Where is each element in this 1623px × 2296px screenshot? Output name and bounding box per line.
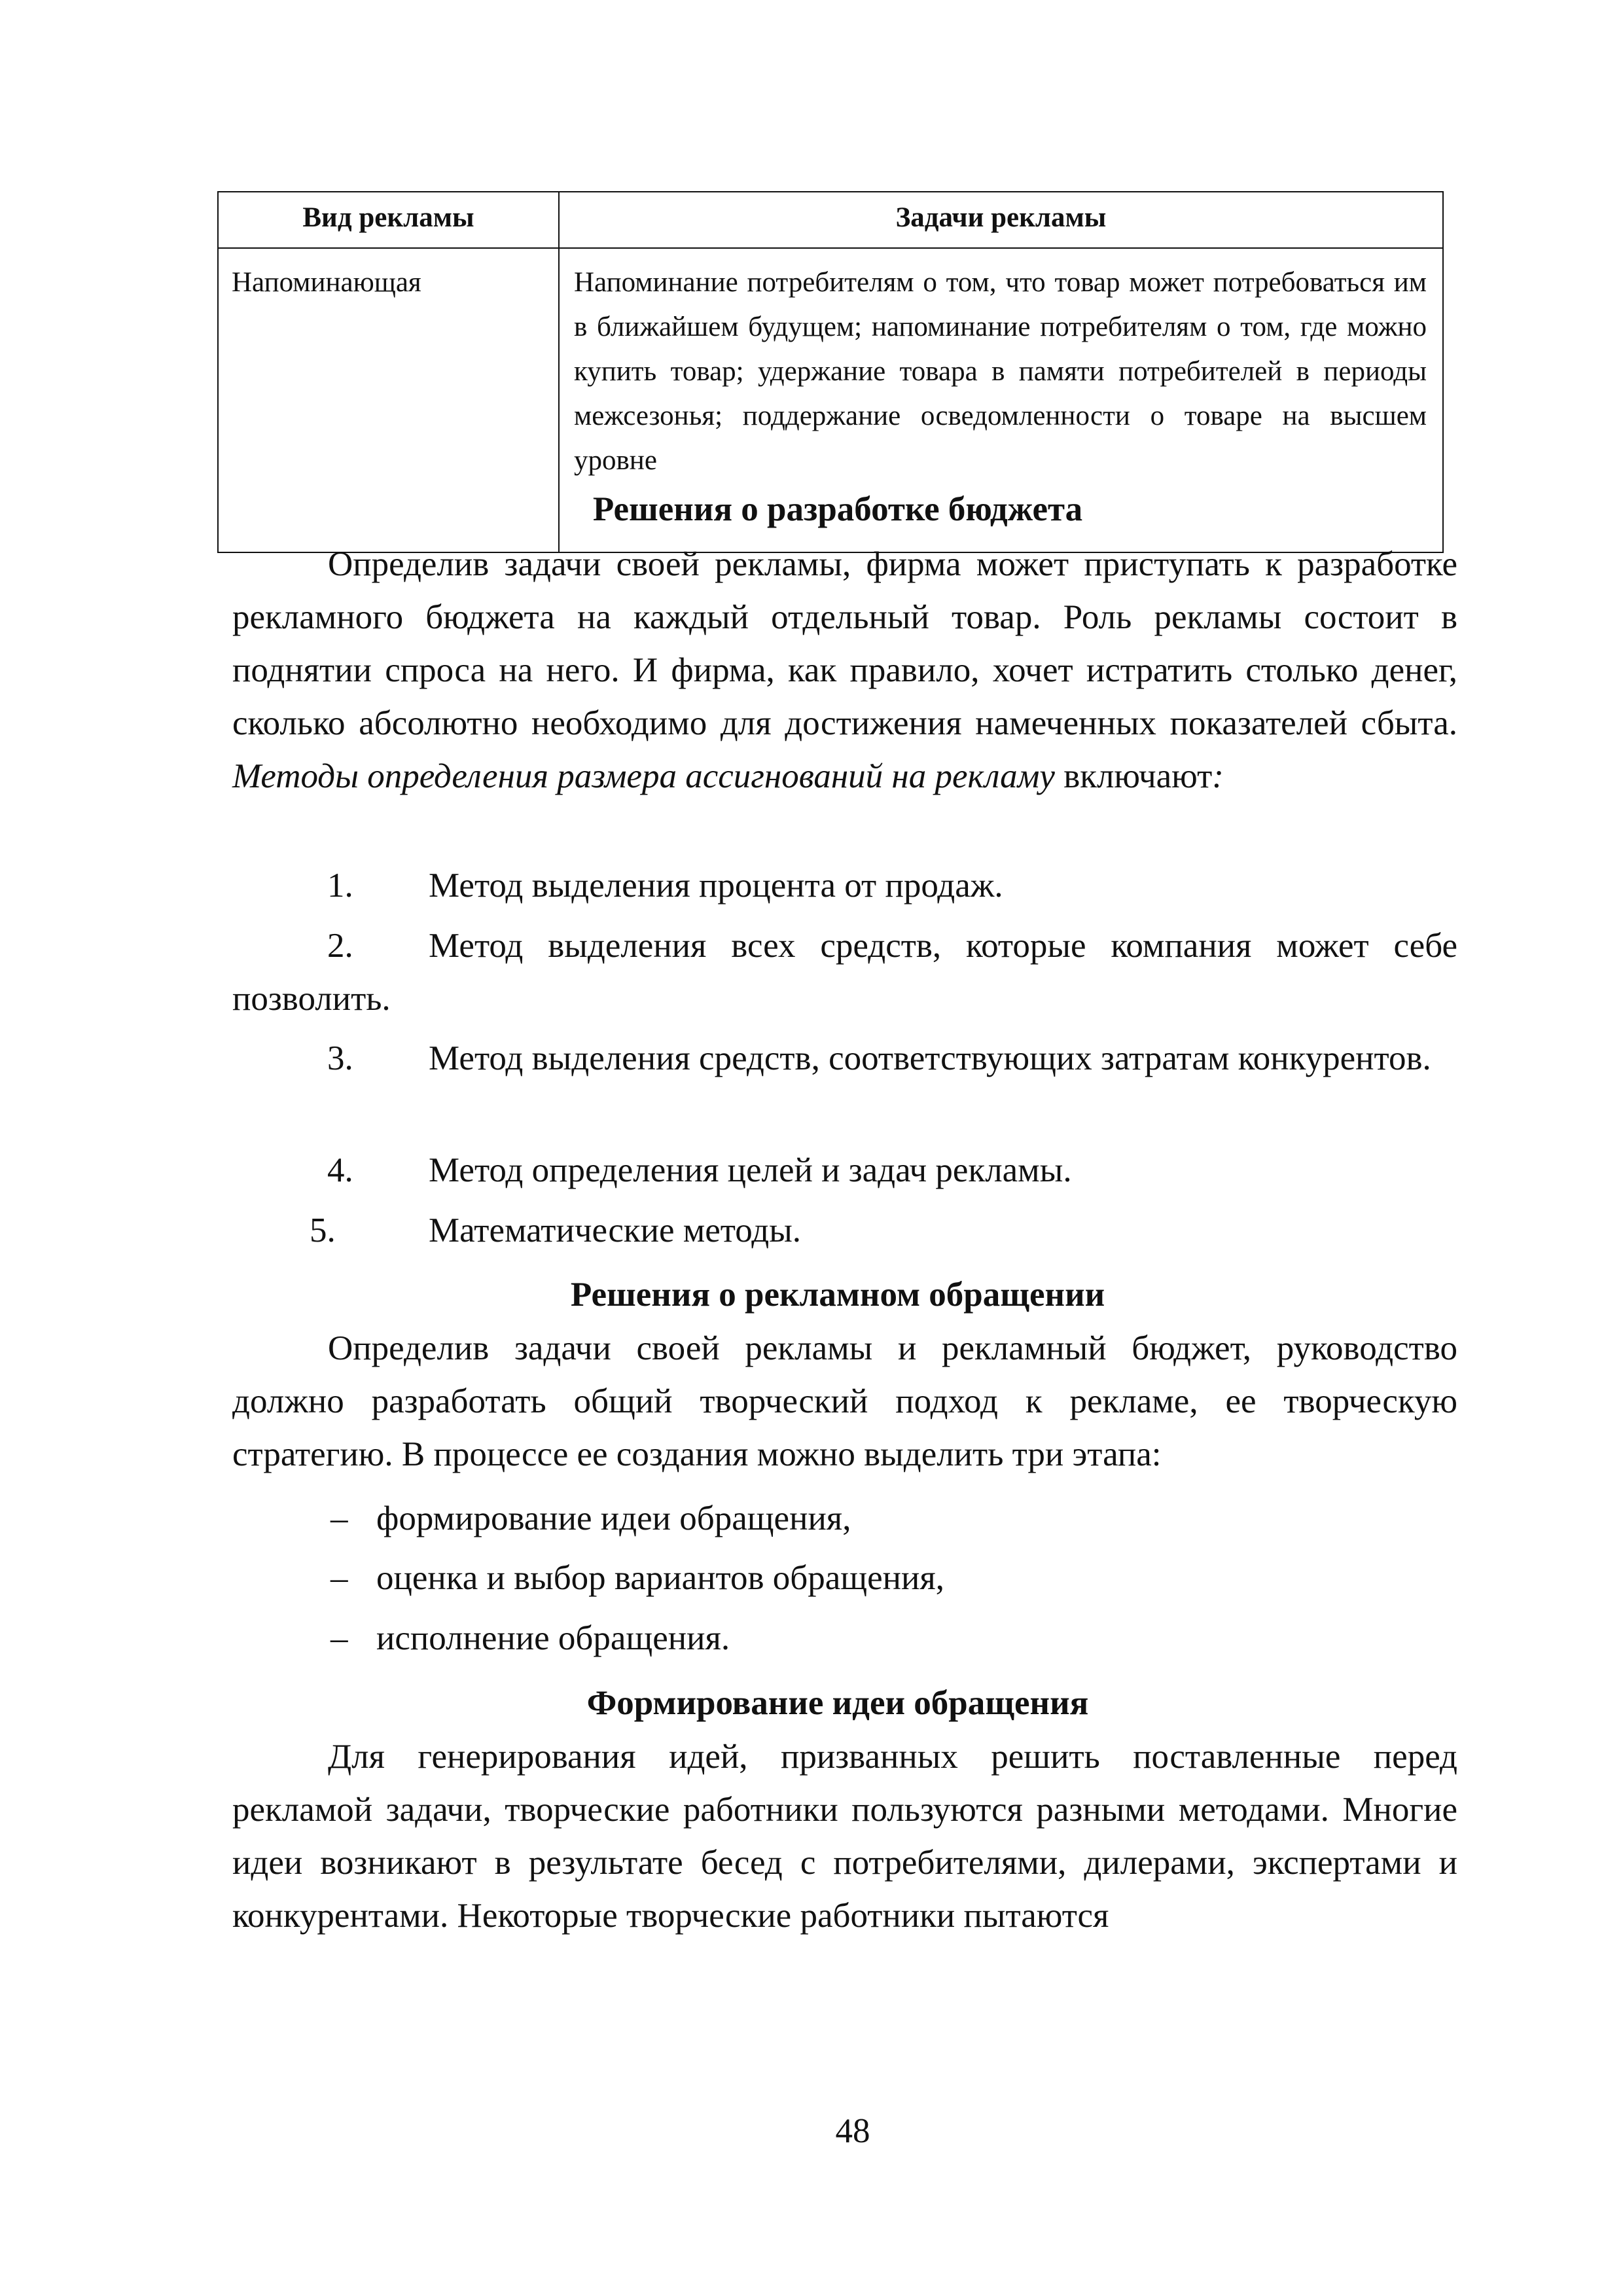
list-item-text: Метод определения целей и задач рекламы. [429,1151,1072,1189]
list-item-number: 3. [327,1039,353,1077]
idea-paragraph: Для генерирования идей, призванных решить поставленные перед рекламой задачи, творческие работники пользуются разными методами. Многие идеи возникают в результате бесед с потребителями, дилерами, экспертами и конкурентами. Некоторые творческие работники пытаются [232,1738,1457,1935]
budget-paragraph-start: Определив задачи своей рекламы, фирма может приступать к разработке рекламного бюджета на каждый отдельный товар. Роль рекламы состоит в поднятии спроса на него. И фирма, как правило, хочет истратить столько денег, сколько абсолютно необходимо для достижения намеченных показателей сбыта. [232,545,1457,742]
list-item-number: 4. [327,1151,353,1189]
budget-paragraph-colon: : [1212,757,1224,795]
list-item-text: Метод выделения всех средств, которые компания может себе позволить. [232,927,1457,1018]
budget-paragraph [232,538,1457,803]
list-item-number: 2. [327,927,353,965]
budget-paragraph-italic: Методы определения размера ассигнований на рекламу [232,757,1055,795]
list-item-text: Математические методы. [429,1211,802,1249]
budget-heading: Решения о разработке бюджета [592,490,1083,528]
dash-marker: – [330,1619,348,1657]
dash-marker: – [330,1499,348,1537]
list-item-text: формирование идеи обращения, [376,1499,851,1537]
table-cell-kind: Напоминающая [218,248,559,552]
list-item [232,1032,1457,1085]
list-item [232,1144,1457,1197]
idea-heading: Формирование идеи обращения [586,1684,1089,1722]
table-cell-tasks: Напоминание потребителям о том, что товар может потребоваться им в ближайшем будущем; напоминание потребителям о том, где можно купить товар; удержание товара в памяти потребителей в периоды межсезонья; поддержание осведомленности о товаре на высшем уровне [559,248,1443,552]
list-item [232,859,1457,912]
table-header-row [218,192,1443,248]
budget-paragraph-end: включают [1054,757,1213,795]
list-item [232,920,1457,1026]
list-item [330,1612,730,1665]
list-item-text: оценка и выбор вариантов обращения, [376,1559,944,1597]
list-item-text: Метод выделения процента от продаж. [429,867,1003,905]
list-item [232,1204,1457,1257]
list-item-number: 1. [327,867,353,905]
list-item-number: 5. [310,1211,336,1249]
table-header-kind: Вид рекламы [218,192,559,248]
list-item-text: исполнение обращения. [376,1619,730,1657]
page-number: 48 [835,2112,870,2150]
dash-marker: – [330,1559,348,1597]
table-header-tasks: Задачи рекламы [559,192,1443,248]
list-item-text: Метод выделения средств, соответствующих затратам конкурентов. [429,1039,1431,1077]
list-item [330,1552,944,1605]
message-paragraph: Определив задачи своей рекламы и рекламный бюджет, руководство должно разработать общий творческий подход к рекламе, ее творческую стратегию. В процессе ее создания можно выделить три этапа: [232,1329,1457,1473]
list-item [330,1492,851,1545]
message-heading: Решения о рекламном обращении [570,1276,1105,1314]
